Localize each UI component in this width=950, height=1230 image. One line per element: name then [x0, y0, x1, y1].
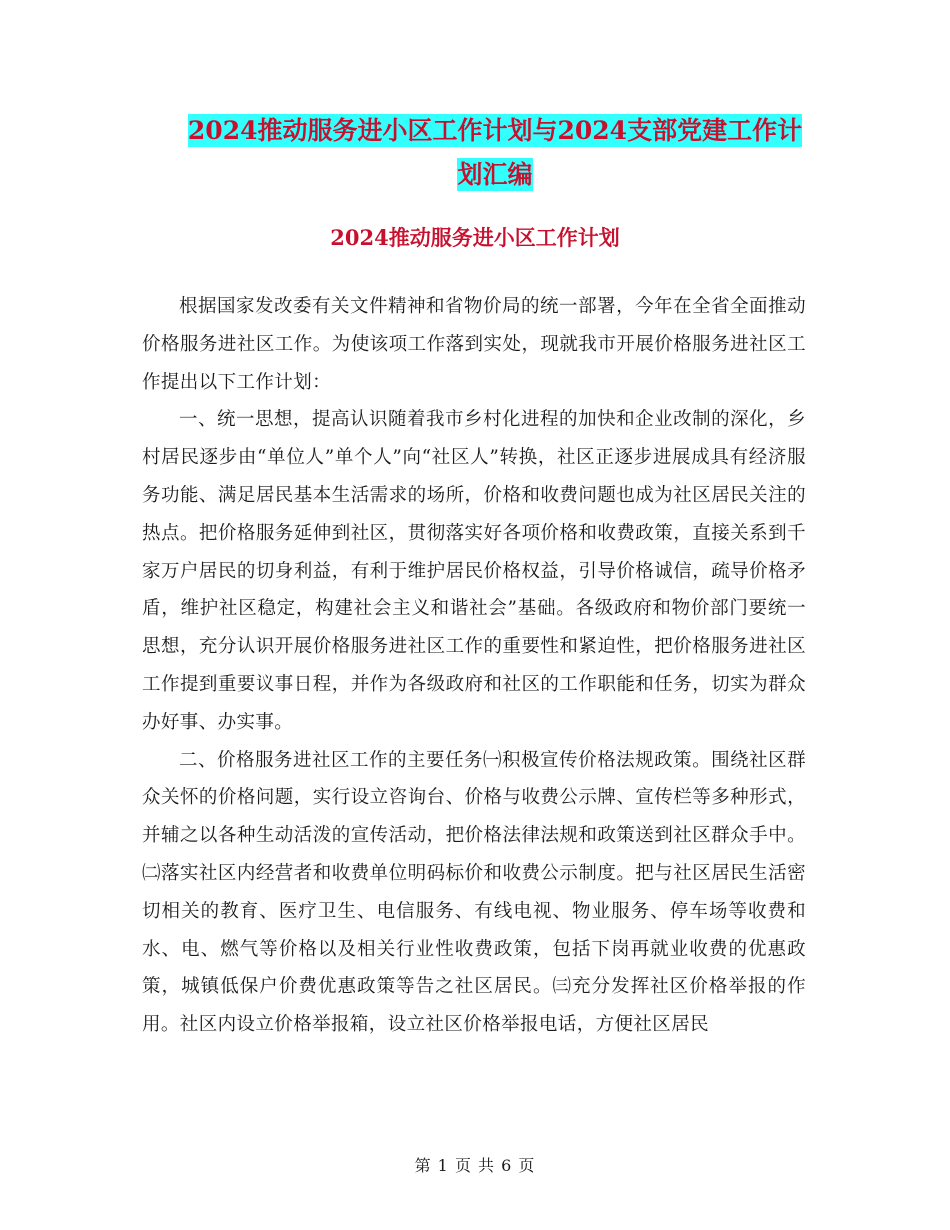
section-title: 2024推动服务进小区工作计划	[330, 225, 620, 250]
paragraph-section-two: 二、价格服务进社区工作的主要任务㈠积极宣传价格法规政策。围绕社区群众关怀的价格问题，实行设立咨询台、价格与收费公示牌、宣传栏等多种形式，并辅之以各种生动活泼的宣传活动，把价格法律法规和政策送到社区群众手中。㈡落实社区内经营者和收费单位明码标价和收费公示制度。把与社区居民生活密切相关的教育、医疗卫生、电信服务、有线电视、物业服务、停车场等收费和水、电、燃气等价格以及相关行业性收费政策，包括下岗再就业收费的优惠政策，城镇低保户价费优惠政策等告之社区居民。㈢充分发挥社区价格举报的作用。社区内设立价格举报箱，设立社区价格举报电话，方便社区居民	[142, 749, 806, 1036]
document-title-line-1	[140, 108, 850, 154]
document-title-line-1-text: 2024推动服务进小区工作计划与2024支部党建工作计	[187, 116, 803, 145]
document-body	[142, 288, 806, 1044]
page-footer	[0, 1154, 950, 1178]
paragraph-section-one: 一、统一思想，提高认识随着我市乡村化进程的加快和企业改制的深化，乡村居民逐步由“单位人”单个人”向“社区人”转换，社区正逐步进展成具有经济服务功能、满足居民基本生活需求的场所，价格和收费问题也成为社区居民关注的热点。把价格服务延伸到社区，贯彻落实好各项价格和收费政策，直接关系到千家万户居民的切身利益，有利于维护居民价格权益，引导价格诚信，疏导价格矛盾，维护社区稳定，构建社会主义和谐社会”基础。各级政府和物价部门要统一思想，充分认识开展价格服务进社区工作的重要性和紧迫性，把价格服务进社区工作提到重要议事日程，并作为各级政府和社区的工作职能和任务，切实为群众办好事、办实事。	[142, 409, 806, 733]
page-indicator: 第 1 页 共 6 页	[414, 1156, 536, 1175]
document-title-line-2	[140, 152, 850, 198]
document-title-line-2-text: 划汇编	[457, 160, 533, 189]
paragraph-intro: 根据国家发改委有关文件精神和省物价局的统一部署，今年在全省全面推动价格服务进社区工作。为使该项工作落到实处，现就我市开展价格服务进社区工作提出以下工作计划：	[142, 296, 806, 393]
